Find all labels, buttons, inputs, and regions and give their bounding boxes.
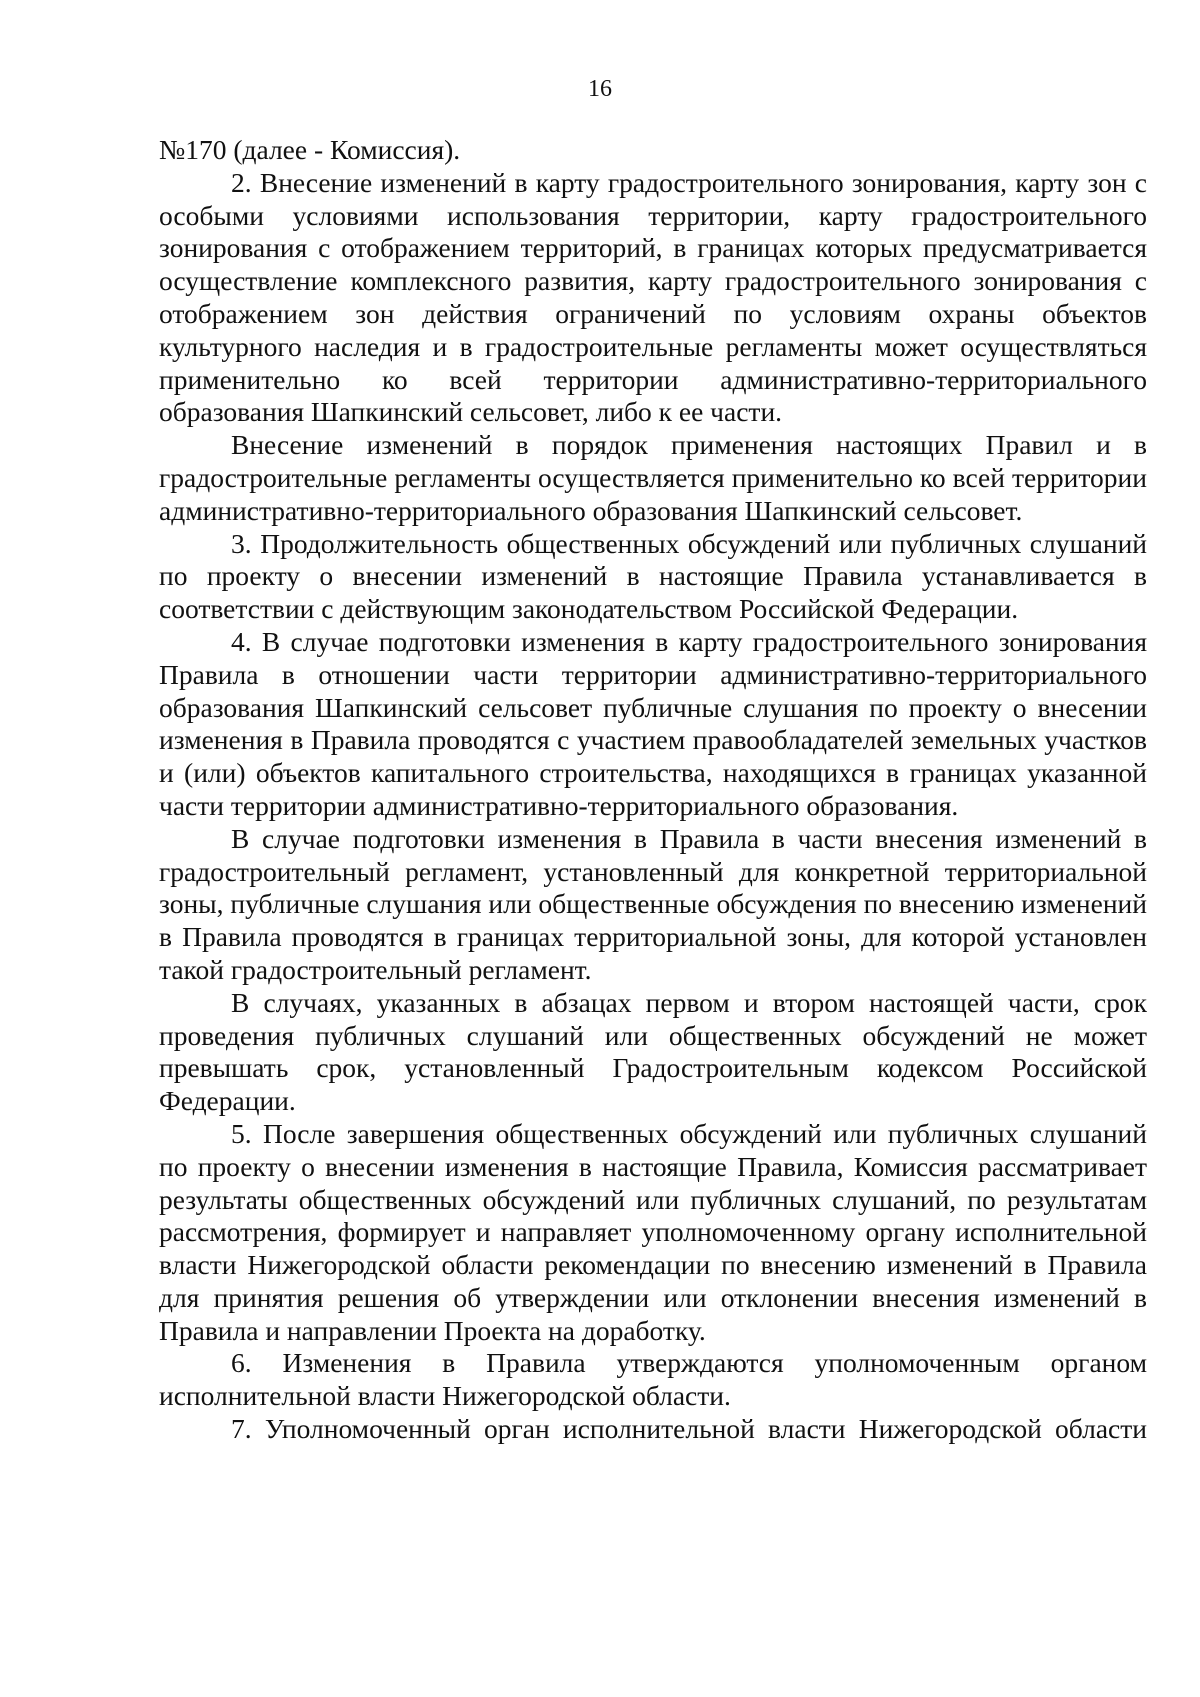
paragraph-continuation: №170 (далее - Комиссия). <box>159 134 461 165</box>
document-body <box>159 134 1147 1446</box>
paragraph-item-2-addendum: Внесение изменений в порядок применения настоящих Правил и в градостроительные регламенты осуществляется применительно ко всей территории административно-территориального образования Шапкинский сельсовет. <box>159 429 1147 526</box>
paragraph-item-2: 2. Внесение изменений в карту градостроительного зонирования, карту зон с особыми условиями использования территории, карту градостроительного зонирования с отображением территорий, в границах которых предусматривается осуществление комплексного развития, карту градостроительного зонирования с отображением зон действия ограничений по условиям охраны объектов культурного наследия и в градостроительные регламенты может осуществляться применительно ко всей территории административно-территориального образования Шапкинский сельсовет, либо к ее части. <box>159 166 1147 428</box>
paragraph-item-5: 5. После завершения общественных обсуждений или публичных слушаний по проекту о внесении изменения в настоящие Правила, Комиссия рассматривает результаты общественных обсуждений или публичных слушаний, по результатам рассмотрения, формирует и направляет уполномоченному органу исполнительной власти Нижегородской области рекомендации по внесению изменений в Правила для принятия решения об утверждении или отклонении внесения изменений в Правила и направлении Проекта на доработку. <box>159 1117 1147 1346</box>
paragraph-item-3: 3. Продолжительность общественных обсуждений или публичных слушаний по проекту о внесении изменений в настоящие Правила устанавливается в соответствии с действующим законодательством Российской Федерации. <box>159 527 1147 625</box>
paragraph-item-6: 6. Изменения в Правила утверждаются уполномоченным органом исполнительной власти Нижегородской области. <box>159 1347 1147 1412</box>
paragraph-item-4: 4. В случае подготовки изменения в карту градостроительного зонирования Правила в отношении части территории административно-территориального образования Шапкинский сельсовет публичные слушания по проекту о внесении изменения в Правила проводятся с участием правообладателей земельных участков и (или) объектов капитального строительства, находящихся в границах указанной части территории административно-территориального образования. <box>159 625 1147 821</box>
paragraph-item-4-second: В случае подготовки изменения в Правила в части внесения изменений в градостроительный регламент, установленный для конкретной территориальной зоны, публичные слушания или общественные обсуждения по внесению изменений в Правила проводятся в границах территориальной зоны, для которой установлен такой градостроительный регламент. <box>159 822 1147 985</box>
paragraph-item-4-third: В случаях, указанных в абзацах первом и втором настоящей части, срок проведения публичных слушаний или общественных обсуждений не может превышать срок, установленный Градостроительным кодексом Российской Федерации. <box>159 986 1147 1117</box>
paragraph-item-7: 7. Уполномоченный орган исполнительной власти Нижегородской области <box>231 1413 1147 1445</box>
page-number: 16 <box>588 76 612 102</box>
